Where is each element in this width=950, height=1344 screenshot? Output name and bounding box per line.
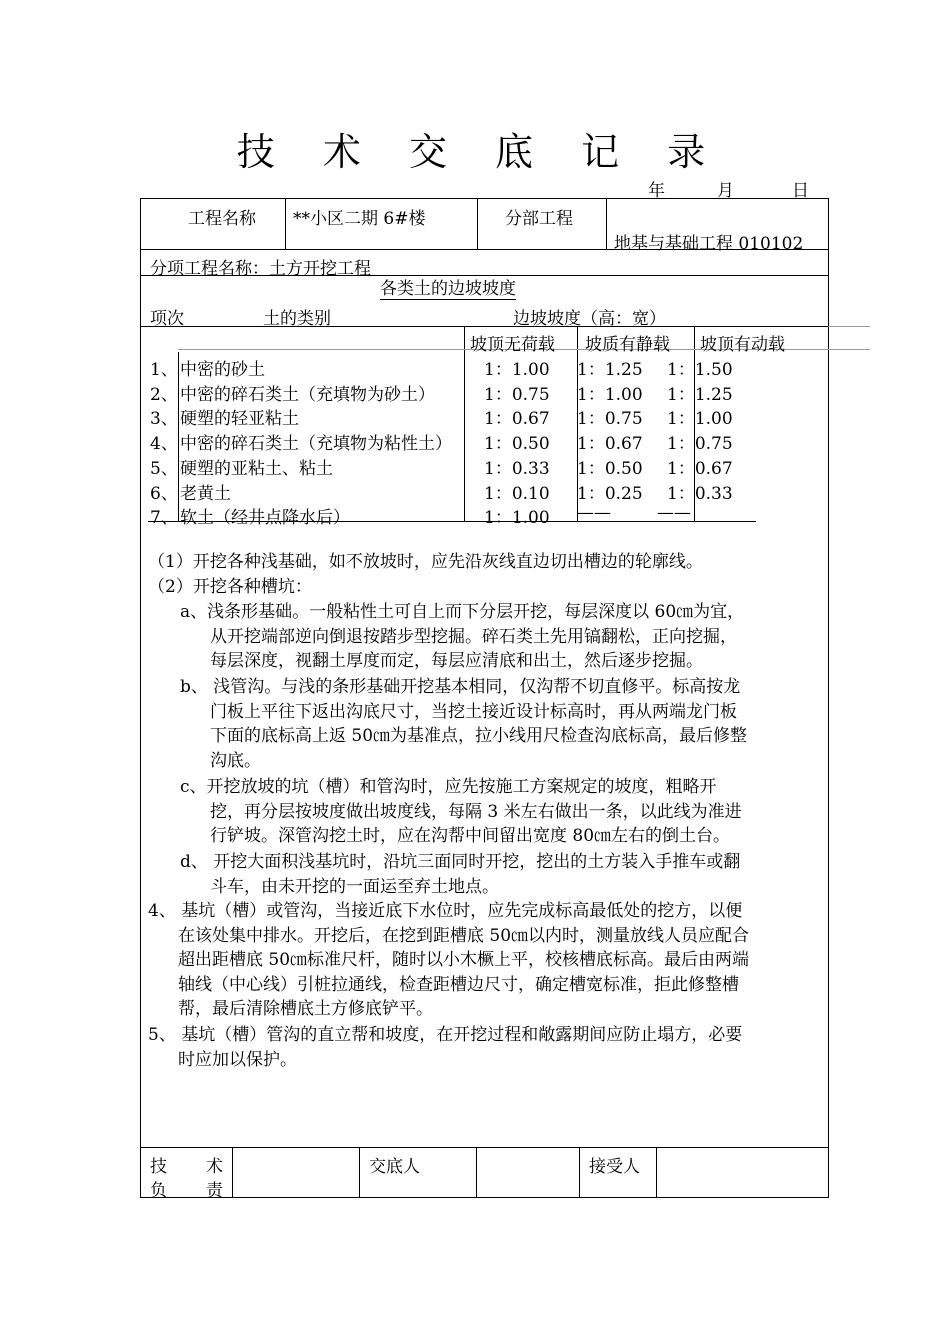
slope-sub-2: 坡质有静载 (585, 335, 670, 355)
slope-header-line-ext (828, 326, 870, 327)
slope-row-v2: 1：1.00 (577, 385, 643, 405)
subitem-bottom-line (140, 275, 828, 276)
text-line: 5、 基坑（槽）管沟的直立帮和坡度，在开挖过程和敞露期间应防止塌方，必要 (148, 1025, 743, 1045)
slope-row-v3: 1：1.50 (667, 360, 733, 380)
slope-row-no: 4、 (150, 434, 178, 454)
slope-sub-1: 坡顶无荷载 (470, 335, 555, 355)
slope-row-v3: 1：1.25 (667, 385, 733, 405)
slope-row-v2: 1：0.67 (577, 434, 643, 454)
header-divider-3 (606, 198, 607, 249)
slope-row-no: 1、 (150, 360, 178, 380)
slope-col-item: 项次 (150, 309, 184, 329)
footer-divider-2 (359, 1147, 360, 1197)
slope-row-no: 7、 (150, 508, 178, 528)
slope-row-v3: 1：0.67 (667, 459, 733, 479)
footer-divider-4 (579, 1147, 580, 1197)
text-line: 超出距槽底 50㎝标准尺杆，随时以小木橛上平，校核槽底标高。最后由两端 (178, 950, 750, 970)
slope-row-no: 2、 (150, 385, 178, 405)
slope-row-soil: 软土（经井点降水后） (180, 508, 350, 528)
slope-row-soil: 中密的砂土 (180, 360, 265, 380)
tech-label-4: 责 (206, 1181, 223, 1201)
slope-row-v1: 1：0.33 (484, 459, 550, 479)
slope-row-v1: 1：0.50 (484, 434, 550, 454)
slope-header-line (140, 326, 828, 327)
receiver-label: 接受人 (589, 1157, 640, 1177)
frame-bottom (140, 1197, 828, 1198)
slope-row-v1: 1：1.00 (484, 360, 550, 380)
project-name-label: 工程名称 (188, 209, 256, 229)
tech-label-1: 技 (150, 1157, 167, 1177)
text-line: 时应加以保护。 (178, 1049, 297, 1070)
footer-divider-1 (232, 1147, 233, 1197)
subitem-name: 分项工程名称：土方开挖工程 (150, 259, 371, 279)
slope-row-v3: 1：0.33 (667, 484, 733, 504)
text-line: b、 浅管沟。与浅的条形基础开挖基本相同，仅沟帮不切直修平。标高按龙 (180, 677, 741, 697)
slope-row-soil: 老黄土 (180, 484, 231, 504)
header-divider-1 (285, 198, 286, 249)
text-line: 在该处集中排水。开挖后，在挖到距槽底 50㎝以内时，测量放线人员应配合 (178, 925, 750, 946)
slope-row-soil: 硬塑的轻亚粘土 (180, 409, 299, 429)
text-line: 4、 基坑（槽）或管沟，当接近底下水位时，应先完成标高最低处的挖方，以便 (148, 901, 743, 921)
handover-person-label: 交底人 (369, 1157, 420, 1177)
slope-row-v2: 1：1.25 (577, 360, 643, 380)
division-label: 分部工程 (505, 209, 573, 229)
para-1 (148, 550, 824, 575)
slope-row-no: 6、 (150, 484, 178, 504)
slope-row-v2: 1：0.75 (577, 409, 643, 429)
slope-row-soil: 硬塑的亚粘土、粘土 (180, 459, 333, 479)
date-month: 月 (717, 181, 734, 201)
date-year: 年 (648, 181, 665, 201)
text-line: 每层深度，视翻土厚度而定，每层应清底和出土，然后逐步挖掘。 (210, 651, 703, 671)
para-b (180, 675, 856, 773)
text-line: 沟底。 (210, 750, 261, 771)
slope-col-slope: 边坡坡度（高：宽） (513, 309, 666, 329)
text-line: 门板上平往下返出沟底尺寸，当挖土接近设计标高时，再从两端龙门板 (210, 701, 737, 722)
slope-row-v1: 1：1.00 (484, 508, 550, 528)
slope-row-v3: 1：1.00 (667, 409, 733, 429)
slope-table-bottom-line (148, 521, 756, 522)
text-line: 帮，最后清除槽底土方修底铲平。 (178, 999, 433, 1019)
para-4 (148, 899, 824, 1022)
slope-col-soil: 土的类别 (263, 309, 331, 329)
para-2 (148, 575, 824, 600)
slope-row-v2: —— (577, 503, 611, 523)
slope-row-v1: 1：0.67 (484, 409, 550, 429)
slope-row-soil: 中密的碎石类土（充填物为粘性土） (180, 434, 452, 454)
para-d (180, 850, 856, 899)
slope-row-v2: 1：0.25 (577, 484, 643, 504)
footer-divider-3 (476, 1147, 477, 1197)
slope-row-v3: —— (657, 503, 691, 523)
project-name-value: **小区二期 6#楼 (293, 209, 426, 229)
tech-label-2: 术 (206, 1157, 223, 1177)
date-day: 日 (792, 181, 809, 201)
page-title: 技 术 交 底 记 录 (236, 130, 724, 174)
para-5 (148, 1023, 824, 1072)
text-line: 斗车，由未开挖的一面运至弃土地点。 (210, 876, 499, 897)
slope-row-v3: 1：0.75 (667, 434, 733, 454)
para-a (180, 600, 856, 674)
text-line: 下面的底标高上返 50㎝为基准点，拉小线用尺检查沟底标高，最后修整 (210, 726, 748, 746)
slope-table-caption: 各类土的边坡坡度 (380, 279, 516, 299)
text-line: 行铲坡。深管沟挖土时，应在沟帮中间留出宽度 80㎝左右的倒土台。 (210, 826, 731, 846)
slope-row-v1: 1：0.75 (484, 385, 550, 405)
slope-row-v1: 1：0.10 (484, 484, 550, 504)
text-line: （2）开挖各种槽坑： (148, 577, 312, 597)
text-line: d、 开挖大面积浅基坑时，沿坑三面同时开挖，挖出的土方装入手推车或翻 (180, 852, 741, 872)
text-line: 挖，再分层按坡度做出坡度线，每隔 3 米左右做出一条，以此线为准进 (210, 801, 742, 822)
slope-divider-no (178, 352, 179, 521)
division-value: 地基与基础工程 010102 (614, 234, 804, 254)
tech-label-3: 负 (150, 1181, 167, 1201)
text-line: a、浅条形基础。一般粘性土可自上而下分层开挖，每层深度以 60㎝为宜， (180, 602, 745, 622)
slope-row-v2: 1：0.50 (577, 459, 643, 479)
slope-sub-3: 坡顶有动载 (700, 335, 785, 355)
slope-row-no: 3、 (150, 409, 178, 429)
text-line: 轴线（中心线）引桩拉通线，检查距槽边尺寸，确定槽宽标准，拒此修整槽 (178, 974, 739, 995)
header-divider-2 (477, 198, 478, 249)
slope-divider-a (464, 326, 465, 521)
footer-top-line (140, 1147, 828, 1148)
slope-row-soil: 中密的碎石类土（充填物为砂土） (180, 385, 435, 405)
text-line: （1）开挖各种浅基础，如不放坡时，应先沿灰线直边切出槽边的轮廓线。 (148, 552, 703, 572)
text-line: c、开挖放坡的坑（槽）和管沟时，应先按施工方案规定的坡度，粗略开 (180, 777, 717, 797)
frame-top (140, 198, 828, 199)
slope-row-no: 5、 (150, 459, 178, 479)
footer-divider-5 (656, 1147, 657, 1197)
para-c (180, 775, 856, 849)
frame-left (140, 198, 141, 1198)
text-line: 从开挖端部逆向倒退按踏步型挖掘。碎石类土先用镐翻松，正向挖掘， (210, 626, 737, 647)
